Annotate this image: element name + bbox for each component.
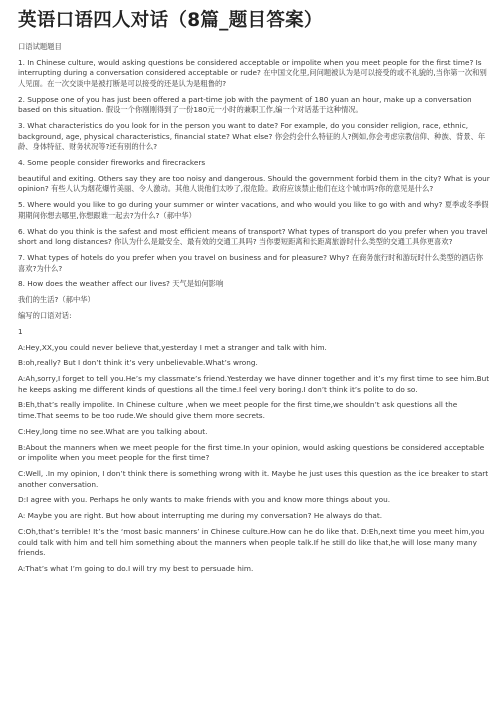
question-paragraph: 2. Suppose one of you has just been offered a part-time job with the payment of 180 yuan an hour, make up a conversation based on this situation. 假设一个你刚刚得到了一份180元一小时的兼职工作,编一个对话基于这种情况。 xyxy=(18,94,472,115)
dialogue-line: A: Maybe you are right. But how about interrupting me during my conversation? He always do that. xyxy=(18,511,383,521)
document-title: 英语口语四人对话（8篇_题目答案） xyxy=(18,10,323,31)
question-paragraph: 6. What do you think is the safest and most efficient means of transport? What types of transport do you prefer when you travel short and long distances? 你认为什么是最安全、最有效的交通工具吗? 当你要短距离和长距离旅游时什么类型的交通工具你更喜欢? xyxy=(18,226,488,247)
dialogue-line: B:About the manners when we meet people for the first time.In your opinion, would asking questions be considered acceptable or impolite when you meet people for the first time? xyxy=(18,442,485,463)
section-heading: 口语试题题目 xyxy=(18,42,62,51)
dialogue-number: 1 xyxy=(18,326,23,336)
question-paragraph: 5. Where would you like to go during your summer or winter vacations, and who would you like to go with and why? 夏季或冬季假期期间你想去哪里,你想跟谁一起去?为什么?（郝中华） xyxy=(18,200,489,220)
question-paragraph: 7. What types of hotels do you prefer when you travel on business and for pleasure? Why? 在商务旅行时和游玩时什么类型的酒店你喜欢?为什么? xyxy=(18,253,484,273)
dialogue-line: B:Eh,that’s really impolite. In Chinese culture ,when we meet people for the first time,we shouldn’t ask questions all the time.That seems to be too rude.We should give them more secrets. xyxy=(18,400,458,421)
dialogue-line: A:That’s what I’m going to do.I will try my best to persuade him. xyxy=(18,563,254,573)
document-body xyxy=(18,42,490,574)
question-paragraph: 3. What characteristics do you look for in the person you want to date? For example, do you consider religion, race, ethnic, background, age, physical characteristics, financial state? What else? 你会约会什么特征的人?例如,你会考虑宗教信仰、种族、背景、年龄、身体特征、财务状况等?还有别的什么? xyxy=(18,121,486,152)
question-paragraph: 我们的生活?（郝中华） xyxy=(18,295,95,305)
dialogue-line: B:oh,really? But I don’t think it’s very unbelievable.What’s wrong. xyxy=(18,358,258,368)
question-paragraph: beautiful and exiting. Others say they are too noisy and dangerous. Should the government forbid them in the city? What is your opinion? 有些人认为烟花爆竹美丽、令人激动。其他人说他们太吵了,很危险。政府应该禁止他们在这个城市吗?你的意见是什么? xyxy=(18,173,490,194)
dialogue-line: C:Hey,long time no see.What are you talking about. xyxy=(18,426,208,436)
section-heading: 编写的口语对话: xyxy=(18,310,72,320)
dialogue-line: C:Well, .In my opinion, I don’t think there is something wrong with it. Maybe he just uses this question as the ice breaker to start another conversation. xyxy=(18,468,489,489)
dialogue-line: A:Hey,XX,you could never believe that,yesterday I met a stranger and talk with him. xyxy=(18,342,327,352)
dialogue-line: A:Ah,sorry,I forget to tell you.He’s my classmate’s friend.Yesterday we have dinner together and it’s my first time to see him.But he keeps asking me different kinds of questions all the time.I feel very boring.I don’t think it’s polite to do so. xyxy=(18,374,490,394)
dialogue-line: C:Oh,that’s terrible! It’s the ‘most basic manners’ in Chinese culture.How can he do like that. D:Eh,next time you meet him,you could talk with him and tell him something about the manners when people talk.If he still do like that,he will lose many many friends. xyxy=(18,526,485,558)
question-paragraph: 8. How does the weather affect our lives? 天气是如何影响 xyxy=(18,279,224,289)
question-paragraph: 1. In Chinese culture, would asking questions be considered acceptable or impolite when you meet people for the first time? Is interrupting during a conversation considered acceptable or rude? 在中国文化里,问问题被认为是可以接受的或不礼貌的,当你第一次和别人见面。在一次交谈中是被打断是可以接受的还是认为是粗鲁的? xyxy=(18,57,487,88)
dialogue-line: D:I agree with you. Perhaps he only wants to make friends with you and know more things about you. xyxy=(18,495,391,505)
question-paragraph: 4. Some people consider fireworks and firecrackers xyxy=(18,158,206,168)
